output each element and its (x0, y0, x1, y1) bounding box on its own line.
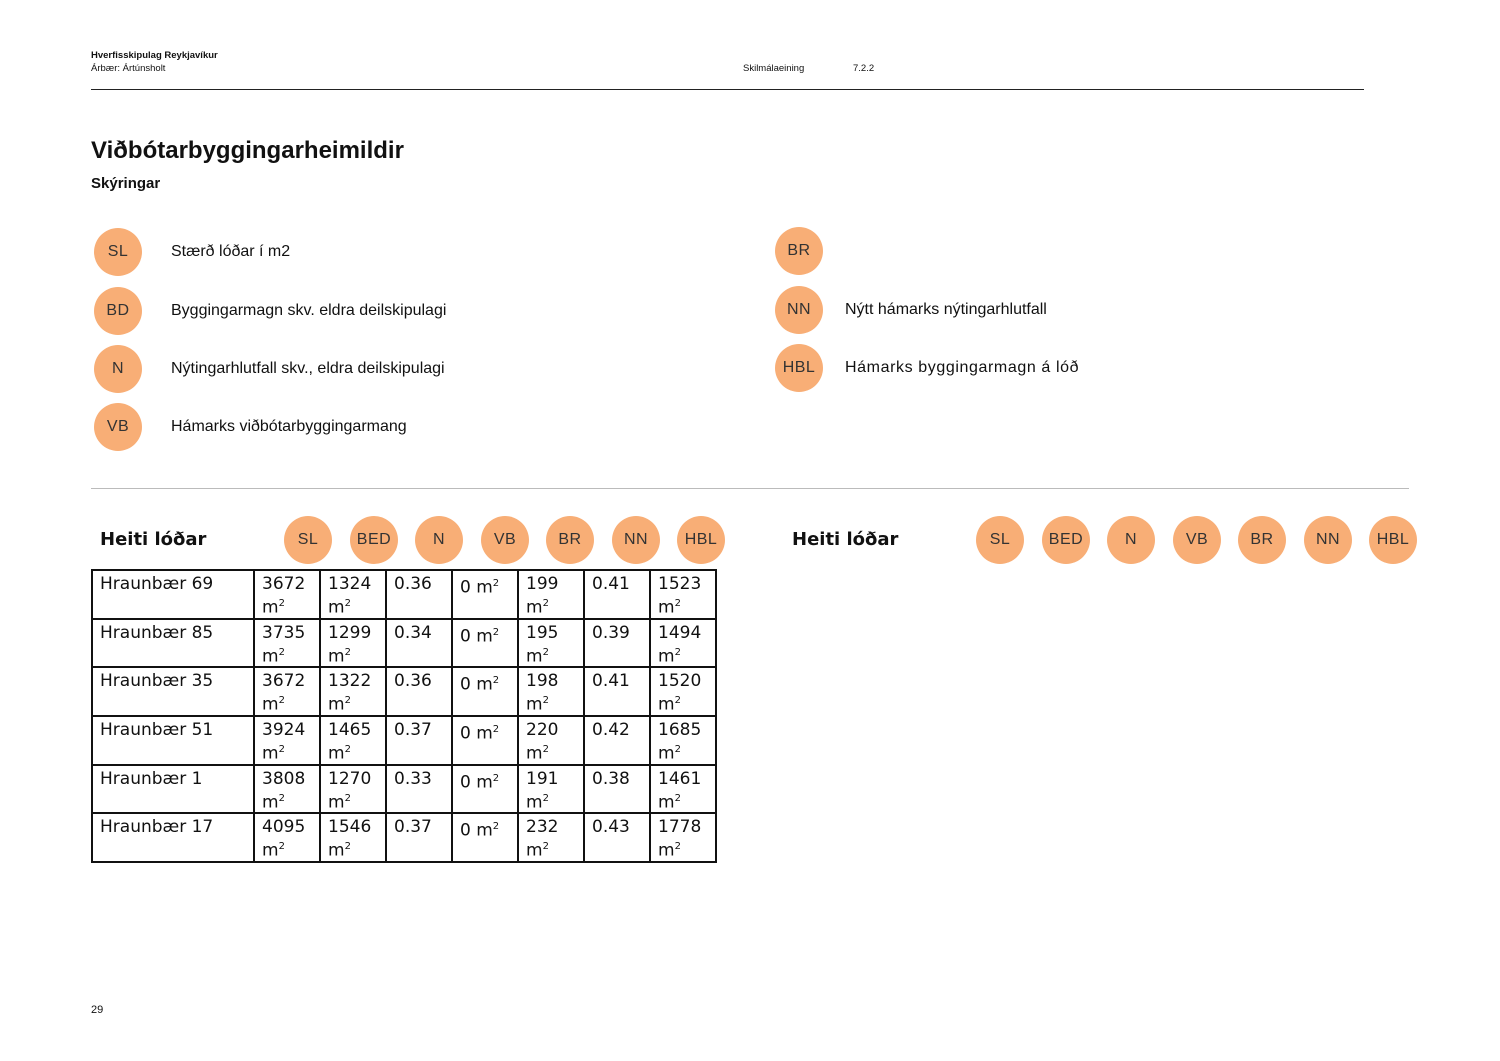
unit-superscript: 2 (674, 743, 681, 755)
unit-label: m (328, 840, 345, 861)
cell-br (518, 765, 584, 814)
unit-label: m (476, 820, 493, 841)
cell-n (386, 716, 452, 765)
cell-hbl (650, 765, 716, 814)
cell-hbl (650, 667, 716, 716)
cell-vb (452, 667, 518, 716)
unit-superscript: 2 (542, 743, 549, 755)
cell-br-value: 198 (526, 671, 559, 692)
cell-n (386, 619, 452, 668)
cell-n (386, 570, 452, 619)
unit-superscript: 2 (344, 695, 351, 707)
unit-label: m (658, 743, 675, 764)
cell-sl (254, 619, 320, 668)
cell-bed (320, 813, 386, 862)
page-title: Viðbótarbyggingarheimildir (91, 137, 404, 164)
table-name-header: Heiti lóðar (100, 529, 207, 550)
cell-bed-value: 1546 (328, 817, 372, 838)
cell-vb-value: 0 (460, 772, 471, 793)
table-name-header-right: Heiti lóðar (792, 529, 899, 550)
table-row (92, 667, 716, 716)
legend-badge-vb: VB (94, 403, 142, 451)
unit-superscript: 2 (278, 695, 285, 707)
col-badge-vb-right: VB (1173, 516, 1221, 564)
cell-bed (320, 765, 386, 814)
cell-hbl-value: 1520 (658, 671, 702, 692)
cell-vb (452, 619, 518, 668)
lot-name-cell: Hraunbær 69 (92, 570, 254, 619)
legend-text-sl: Stærð lóðar í m2 (171, 243, 291, 260)
unit-superscript: 2 (674, 792, 681, 804)
unit-label: m (658, 597, 675, 618)
col-badge-bed-right: BED (1042, 516, 1090, 564)
cell-sl (254, 667, 320, 716)
legend-text-hbl: Hámarks byggingarmagn á lóð (845, 359, 1080, 376)
col-badge-bed: BED (350, 516, 398, 564)
cell-vb-value: 0 (460, 820, 471, 841)
cell-bed (320, 667, 386, 716)
cell-br (518, 716, 584, 765)
cell-nn-value: 0.42 (592, 719, 630, 740)
cell-bed-value: 1270 (328, 768, 372, 789)
unit-superscript: 2 (278, 792, 285, 804)
cell-bed (320, 716, 386, 765)
unit-label: m (262, 743, 279, 764)
unit-superscript: 2 (278, 646, 285, 658)
cell-bed-value: 1322 (328, 671, 372, 692)
cell-nn (584, 716, 650, 765)
col-badge-br: BR (546, 516, 594, 564)
col-badge-hbl: HBL (677, 516, 725, 564)
unit-label: m (658, 694, 675, 715)
unit-superscript: 2 (344, 841, 351, 853)
cell-sl (254, 765, 320, 814)
cell-nn (584, 570, 650, 619)
cell-br (518, 667, 584, 716)
col-badge-n-right: N (1107, 516, 1155, 564)
col-badge-br-right: BR (1238, 516, 1286, 564)
legend-text-n: Nýtingarhlutfall skv., eldra deilskipulagi (171, 360, 445, 377)
cell-vb (452, 570, 518, 619)
cell-n-value: 0.37 (394, 817, 432, 838)
cell-bed (320, 619, 386, 668)
section-number: 7.2.2 (853, 63, 875, 74)
lot-name-cell: Hraunbær 35 (92, 667, 254, 716)
unit-label: m (658, 840, 675, 861)
cell-br (518, 619, 584, 668)
cell-nn-value: 0.41 (592, 574, 630, 594)
table-row (92, 619, 716, 668)
unit-label: m (476, 674, 493, 695)
cell-br-value: 232 (526, 817, 559, 838)
unit-superscript: 2 (344, 646, 351, 658)
cell-sl (254, 716, 320, 765)
lot-name-cell: Hraunbær 85 (92, 619, 254, 668)
header-divider (91, 89, 1364, 90)
col-badge-sl-right: SL (976, 516, 1024, 564)
legend-badge-br: BR (775, 227, 823, 275)
lot-name-cell: Hraunbær 17 (92, 813, 254, 862)
unit-label: m (526, 743, 543, 764)
col-badge-nn: NN (612, 516, 660, 564)
unit-superscript: 2 (492, 772, 500, 784)
cell-bed-value: 1299 (328, 622, 372, 643)
cell-nn (584, 667, 650, 716)
unit-label: m (328, 694, 345, 715)
cell-sl-value: 3924 (262, 719, 306, 740)
unit-superscript: 2 (344, 743, 351, 755)
unit-label: m (262, 840, 279, 861)
unit-label: m (328, 646, 345, 667)
cell-br-value: 220 (526, 719, 559, 740)
page-number: 29 (91, 1004, 104, 1016)
table-row (92, 813, 716, 862)
cell-vb-value: 0 (460, 723, 471, 744)
unit-label: m (262, 646, 279, 667)
legend-text-nn: Nýtt hámarks nýtingarhlutfall (845, 301, 1047, 318)
unit-superscript: 2 (492, 723, 500, 735)
table-row (92, 716, 716, 765)
unit-label: m (476, 723, 493, 744)
cell-hbl-value: 1778 (658, 817, 702, 838)
lot-name-cell: Hraunbær 51 (92, 716, 254, 765)
cell-n-value: 0.34 (394, 622, 432, 643)
unit-superscript: 2 (542, 841, 549, 853)
cell-nn (584, 619, 650, 668)
cell-bed (320, 570, 386, 619)
unit-superscript: 2 (492, 821, 500, 833)
unit-label: m (658, 646, 675, 667)
cell-vb (452, 813, 518, 862)
cell-vb (452, 716, 518, 765)
cell-nn (584, 765, 650, 814)
cell-vb-value: 0 (460, 626, 471, 647)
col-badge-nn-right: NN (1304, 516, 1352, 564)
unit-superscript: 2 (492, 626, 500, 638)
cell-n-value: 0.36 (394, 671, 432, 692)
cell-vb (452, 765, 518, 814)
lot-table (91, 569, 717, 863)
col-badge-sl: SL (284, 516, 332, 564)
cell-sl-value: 3808 (262, 768, 306, 789)
unit-label: m (526, 597, 543, 618)
unit-label: m (328, 792, 345, 813)
unit-superscript: 2 (674, 598, 681, 609)
unit-superscript: 2 (542, 598, 549, 609)
table-row (92, 570, 716, 619)
cell-nn-value: 0.41 (592, 671, 630, 692)
unit-label: m (476, 626, 493, 647)
cell-br (518, 570, 584, 619)
cell-n-value: 0.37 (394, 719, 432, 740)
unit-label: m (526, 792, 543, 813)
unit-superscript: 2 (344, 598, 351, 609)
unit-label: m (476, 577, 493, 598)
unit-superscript: 2 (674, 841, 681, 853)
cell-sl-value: 3672 (262, 574, 306, 594)
cell-hbl-value: 1494 (658, 622, 702, 643)
cell-br-value: 195 (526, 622, 559, 643)
cell-hbl (650, 570, 716, 619)
legend-badge-nn: NN (775, 286, 823, 334)
cell-hbl (650, 813, 716, 862)
col-badge-hbl-right: HBL (1369, 516, 1417, 564)
cell-n-value: 0.33 (394, 768, 432, 789)
unit-superscript: 2 (542, 792, 549, 804)
unit-label: m (328, 597, 345, 618)
unit-superscript: 2 (278, 598, 285, 609)
cell-sl (254, 813, 320, 862)
document-area: Árbær: Ártúnsholt (91, 63, 166, 74)
cell-br-value: 199 (526, 574, 559, 594)
cell-n (386, 813, 452, 862)
section-divider (91, 488, 1409, 489)
legend-badge-bd: BD (94, 287, 142, 335)
cell-bed-value: 1465 (328, 719, 372, 740)
cell-sl-value: 3735 (262, 622, 306, 643)
unit-superscript: 2 (542, 646, 549, 658)
cell-sl-value: 4095 (262, 817, 306, 838)
legend-text-bd: Byggingarmagn skv. eldra deilskipulagi (171, 302, 447, 319)
cell-nn-value: 0.38 (592, 768, 630, 789)
col-badge-vb: VB (481, 516, 529, 564)
cell-nn-value: 0.39 (592, 622, 630, 643)
unit-label: m (262, 792, 279, 813)
cell-hbl-value: 1461 (658, 768, 702, 789)
cell-hbl-value: 1523 (658, 574, 702, 594)
unit-superscript: 2 (278, 841, 285, 853)
unit-superscript: 2 (542, 695, 549, 707)
legend-badge-n: N (94, 345, 142, 393)
unit-label: m (526, 646, 543, 667)
unit-label: m (526, 694, 543, 715)
cell-hbl (650, 619, 716, 668)
cell-n (386, 765, 452, 814)
section-label: Skilmálaeining (743, 63, 805, 74)
document-org: Hverfisskipulag Reykjavíkur (91, 50, 218, 61)
cell-hbl (650, 716, 716, 765)
cell-br (518, 813, 584, 862)
table-row (92, 765, 716, 814)
unit-superscript: 2 (492, 578, 500, 589)
lot-name-cell: Hraunbær 1 (92, 765, 254, 814)
cell-vb-value: 0 (460, 674, 471, 695)
unit-superscript: 2 (344, 792, 351, 804)
cell-br-value: 191 (526, 768, 559, 789)
col-badge-n: N (415, 516, 463, 564)
unit-superscript: 2 (492, 675, 500, 687)
unit-label: m (262, 597, 279, 618)
legend-text-vb: Hámarks viðbótarbyggingarmang (171, 418, 407, 435)
cell-bed-value: 1324 (328, 574, 372, 594)
cell-nn (584, 813, 650, 862)
cell-n-value: 0.36 (394, 574, 432, 594)
cell-sl-value: 3672 (262, 671, 306, 692)
unit-superscript: 2 (674, 695, 681, 707)
page-subtitle: Skýringar (91, 175, 161, 192)
unit-label: m (262, 694, 279, 715)
legend-badge-hbl: HBL (775, 344, 823, 392)
cell-sl (254, 570, 320, 619)
cell-n (386, 667, 452, 716)
unit-label: m (658, 792, 675, 813)
unit-superscript: 2 (674, 646, 681, 658)
cell-vb-value: 0 (460, 577, 471, 598)
cell-nn-value: 0.43 (592, 817, 630, 838)
unit-superscript: 2 (278, 743, 285, 755)
unit-label: m (476, 772, 493, 793)
legend-badge-sl: SL (94, 228, 142, 276)
unit-label: m (526, 840, 543, 861)
cell-hbl-value: 1685 (658, 719, 702, 740)
unit-label: m (328, 743, 345, 764)
